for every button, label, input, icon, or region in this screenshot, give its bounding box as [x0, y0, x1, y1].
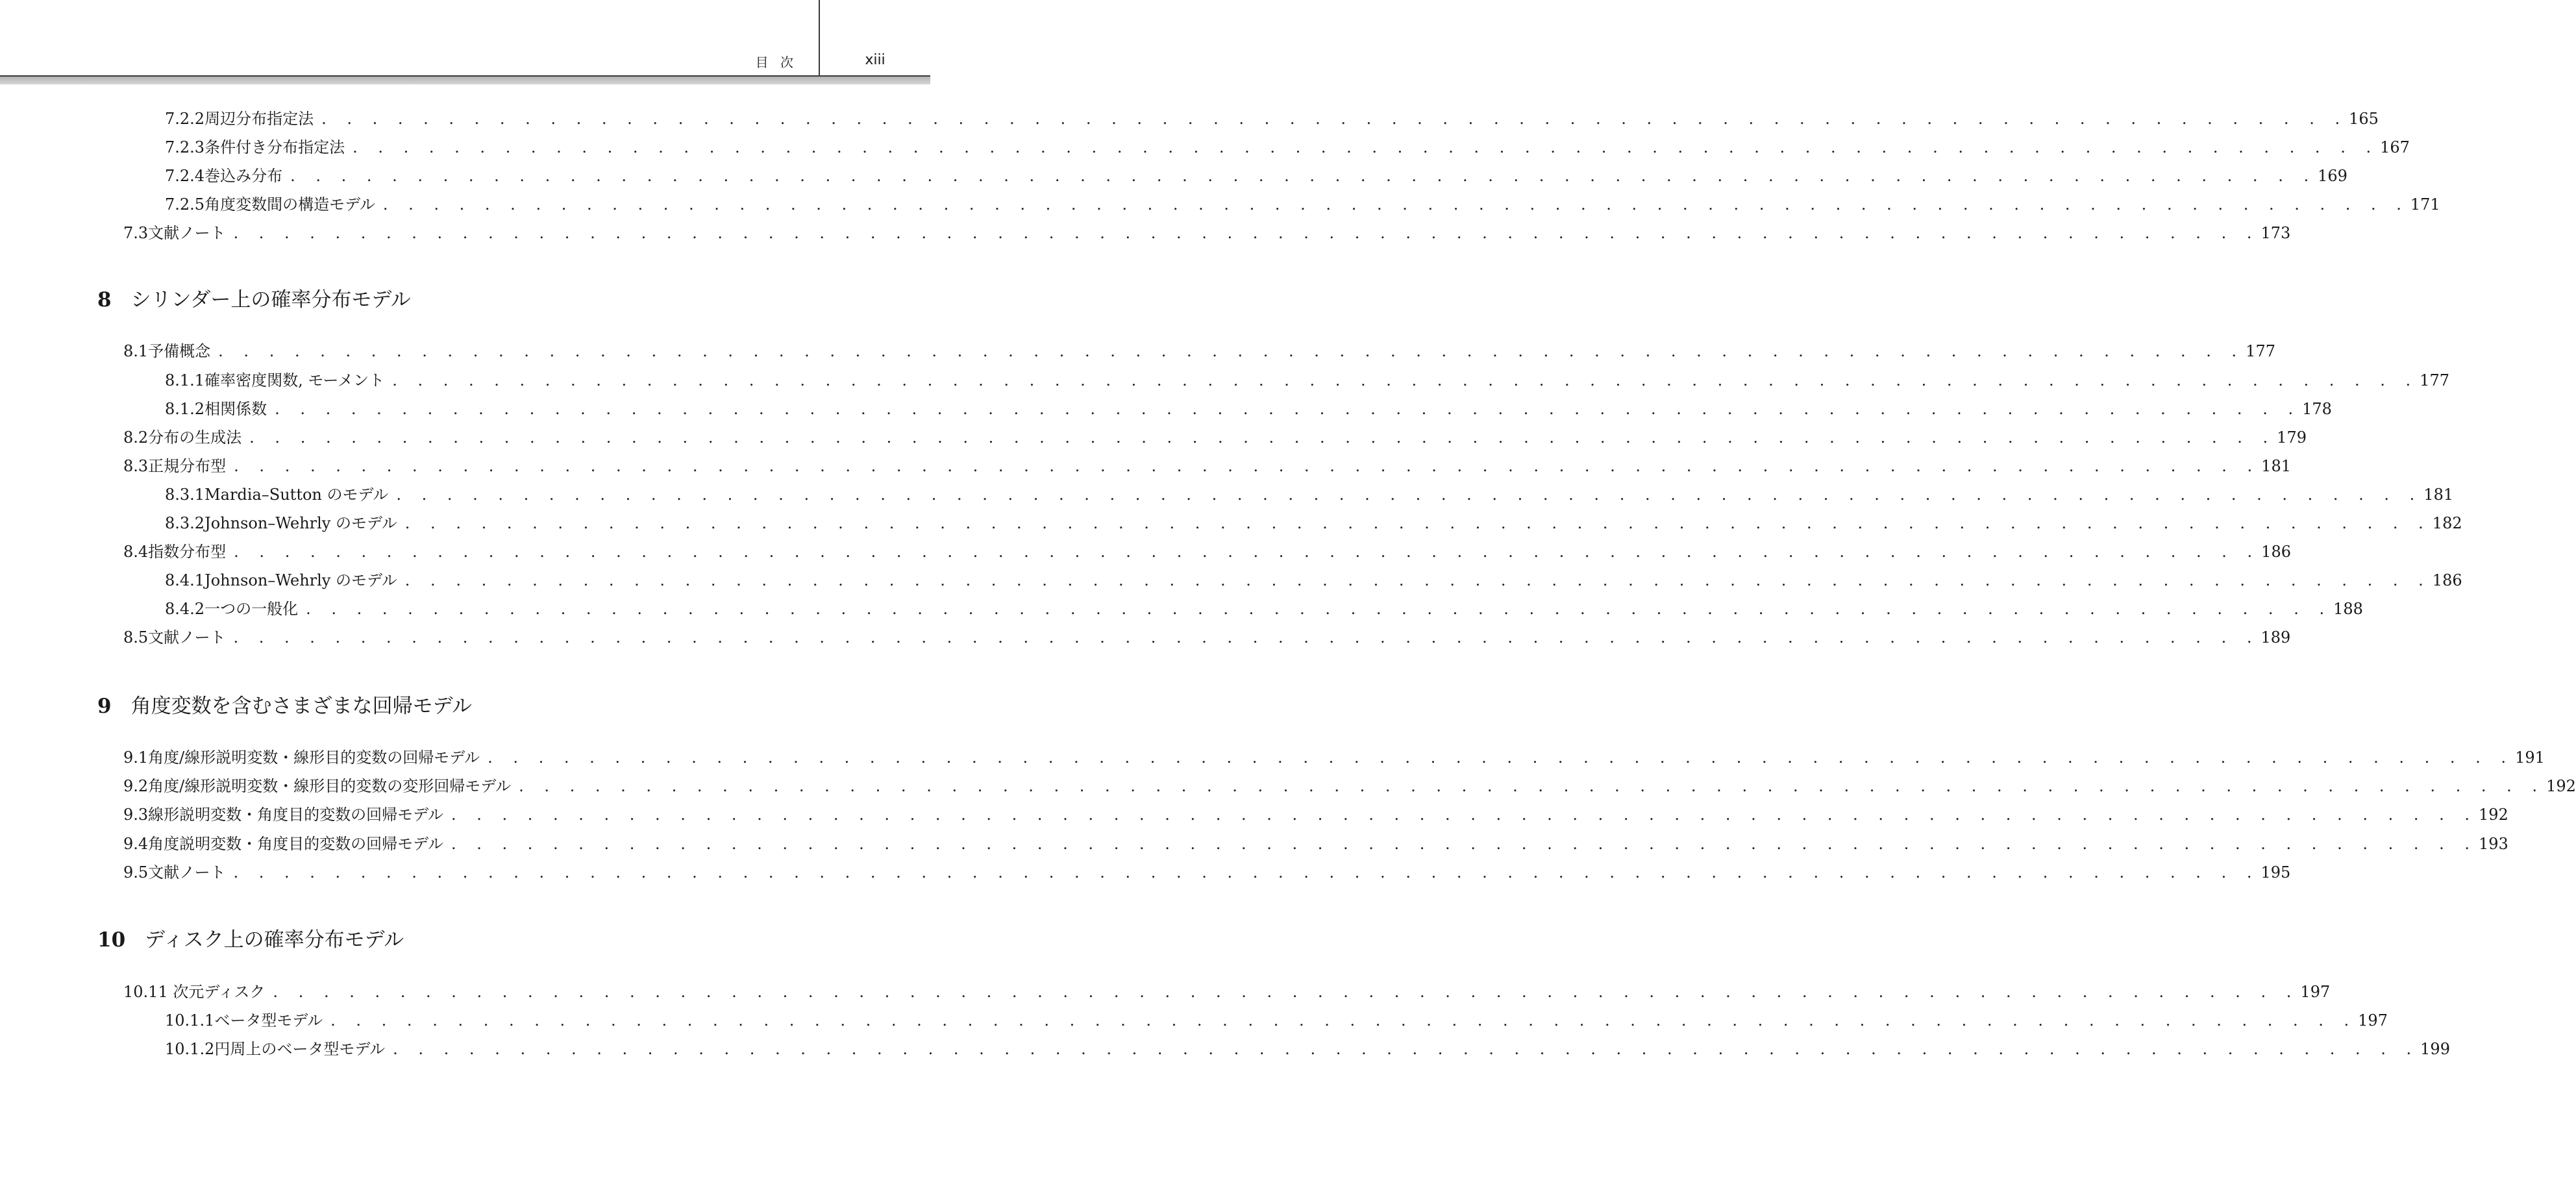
- chapter-number: 10: [97, 928, 126, 952]
- entry-page-number: 188: [2333, 600, 2363, 618]
- entry-number: 10.1.2: [165, 1040, 215, 1058]
- entry-number: 9.3: [123, 806, 149, 824]
- chapter-number: 8: [97, 288, 112, 312]
- entry-page-number: 193: [2478, 835, 2508, 853]
- chapter-title: シリンダー上の確率分布モデル: [130, 288, 411, 312]
- entry-number: 8.1.2: [165, 400, 205, 418]
- entry-title: 予備概念: [148, 342, 211, 360]
- toc-subsection-entry[interactable]: [165, 1007, 2388, 1033]
- entry-title: 分布の生成法: [148, 428, 242, 447]
- dot-leader: . . . . . . . . . . . . . . . . . . . . . . . . . . . . . . . . . . . . . . . . . . . . . . . . . . . . . . . . . . . . . . . . . . . . . . . . . . . . . . . .: [233, 863, 2260, 882]
- toc-section-entry[interactable]: [123, 453, 2291, 479]
- dot-leader: . . . . . . . . . . . . . . . . . . . . . . . . . . . . . . . . . . . . . . . . . . . . . . . . . . . . . . . . . . . . . . . . . . . . . . . . . . . . . . . .: [451, 806, 2477, 824]
- entry-number: 8.4: [123, 543, 149, 561]
- entry-number: 8.3.2: [165, 514, 205, 532]
- dot-leader: . . . . . . . . . . . . . . . . . . . . . . . . . . . . . . . . . . . . . . . . . . . . . . . . . . . . . . . . . . . . . . . . . . . . . . . . . . . . . . . .: [488, 748, 2514, 767]
- entry-title: 巻込み分布: [204, 167, 283, 185]
- entry-page-number: 178: [2302, 400, 2332, 418]
- toc-subsection-entry[interactable]: [165, 596, 2363, 622]
- toc-subsection-entry[interactable]: [165, 134, 2410, 160]
- entry-number: 8.3.1: [165, 486, 205, 504]
- dot-leader: . . . . . . . . . . . . . . . . . . . . . . . . . . . . . . . . . . . . . . . . . . . . . . . . . . . . . . . . . . . . . . . . . . . . . . . . . . . . . . . .: [233, 628, 2260, 647]
- toc-subsection-entry[interactable]: [165, 163, 2347, 189]
- entry-title: ベータ型モデル: [214, 1011, 323, 1030]
- entry-page-number: 186: [2432, 571, 2462, 589]
- entry-number: 8.4.2: [165, 600, 205, 618]
- entry-title: Mardia–Sutton のモデル: [204, 486, 389, 504]
- header-shade-band: [0, 77, 930, 84]
- dot-leader: . . . . . . . . . . . . . . . . . . . . . . . . . . . . . . . . . . . . . . . . . . . . . . . . . . . . . . . . . . . . . . . . . . . . . . . . . . . . . . . .: [306, 600, 2333, 618]
- running-title: 目 次: [755, 55, 797, 70]
- entry-page-number: 181: [2423, 486, 2454, 504]
- toc-section-entry[interactable]: [123, 338, 2275, 364]
- toc-subsection-entry[interactable]: [165, 510, 2462, 536]
- entry-title: 条件付き分布指定法: [204, 138, 345, 156]
- entry-title: 円周上のベータ型モデル: [214, 1040, 386, 1058]
- entry-page-number: 179: [2277, 428, 2307, 447]
- entry-title: 角度変数間の構造モデル: [204, 195, 375, 214]
- entry-page-number: 181: [2261, 457, 2291, 475]
- toc-subsection-entry[interactable]: [165, 567, 2462, 593]
- dot-leader: . . . . . . . . . . . . . . . . . . . . . . . . . . . . . . . . . . . . . . . . . . . . . . . . . . . . . . . . . . . . . . . . . . . . . . . . . . . . . . . .: [382, 195, 2409, 214]
- entry-title: 角度/線形説明変数・線形目的変数の変形回帰モデル: [148, 777, 512, 795]
- entry-page-number: 177: [2246, 342, 2275, 360]
- entry-title: Johnson–Wehrly のモデル: [204, 514, 397, 532]
- dot-leader: . . . . . . . . . . . . . . . . . . . . . . . . . . . . . . . . . . . . . . . . . . . . . . . . . . . . . . . . . . . . . . . . . . . . . . . . . . . . . . . .: [353, 138, 2379, 156]
- chapter-heading: [97, 924, 404, 956]
- entry-title: 1 次元ディスク: [158, 983, 266, 1001]
- entry-page-number: 167: [2380, 138, 2410, 156]
- dot-leader: . . . . . . . . . . . . . . . . . . . . . . . . . . . . . . . . . . . . . . . . . . . . . . . . . . . . . . . . . . . . . . . . . . . . . . . . . . . . . . . .: [273, 983, 2299, 1001]
- entry-title: 文献ノート: [148, 224, 226, 242]
- entry-title: 周辺分布指定法: [204, 110, 314, 128]
- toc-section-entry[interactable]: [123, 624, 2291, 650]
- entry-number: 8.2: [123, 428, 149, 447]
- entry-page-number: 182: [2432, 514, 2462, 532]
- dot-leader: . . . . . . . . . . . . . . . . . . . . . . . . . . . . . . . . . . . . . . . . . . . . . . . . . . . . . . . . . . . . . . . . . . . . . . . . . . . . . . . .: [451, 835, 2477, 853]
- dot-leader: . . . . . . . . . . . . . . . . . . . . . . . . . . . . . . . . . . . . . . . . . . . . . . . . . . . . . . . . . . . . . . . . . . . . . . . . . . . . . . . .: [290, 167, 2317, 185]
- entry-page-number: 197: [2300, 983, 2331, 1001]
- dot-leader: . . . . . . . . . . . . . . . . . . . . . . . . . . . . . . . . . . . . . . . . . . . . . . . . . . . . . . . . . . . . . . . . . . . . . . . . . . . . . . . .: [321, 110, 2348, 128]
- entry-page-number: 177: [2420, 371, 2449, 389]
- dot-leader: . . . . . . . . . . . . . . . . . . . . . . . . . . . . . . . . . . . . . . . . . . . . . . . . . . . . . . . . . . . . . . . . . . . . . . . . . . . . . . . .: [404, 571, 2431, 589]
- entry-page-number: 199: [2420, 1040, 2450, 1058]
- toc-subsection-entry[interactable]: [165, 191, 2440, 217]
- entry-number: 8.1: [123, 342, 149, 360]
- toc-section-entry[interactable]: [123, 831, 2508, 857]
- entry-number: 10.1: [123, 983, 158, 1001]
- page-number: xiii: [865, 52, 886, 68]
- entry-page-number: 195: [2260, 863, 2291, 882]
- entry-page-number: 197: [2358, 1011, 2388, 1030]
- toc-section-entry[interactable]: [123, 979, 2331, 1005]
- entry-number: 7.3: [123, 224, 149, 242]
- entry-number: 8.3: [123, 457, 149, 475]
- entry-number: 8.5: [123, 628, 149, 647]
- toc-subsection-entry[interactable]: [165, 106, 2379, 132]
- dot-leader: . . . . . . . . . . . . . . . . . . . . . . . . . . . . . . . . . . . . . . . . . . . . . . . . . . . . . . . . . . . . . . . . . . . . . . . . . . . . . . . .: [330, 1011, 2357, 1030]
- entry-number: 10.1.1: [165, 1011, 215, 1030]
- entry-title: 確率密度関数, モーメント: [204, 371, 385, 389]
- entry-number: 7.2.5: [165, 195, 205, 214]
- entry-number: 7.2.2: [165, 110, 205, 128]
- chapter-heading: [97, 284, 411, 315]
- entry-number: 7.2.3: [165, 138, 205, 156]
- toc-section-entry[interactable]: [123, 539, 2291, 565]
- dot-leader: . . . . . . . . . . . . . . . . . . . . . . . . . . . . . . . . . . . . . . . . . . . . . . . . . . . . . . . . . . . . . . . . . . . . . . . . . . . . . . . .: [396, 486, 2423, 504]
- entry-number: 9.1: [123, 748, 149, 767]
- entry-page-number: 173: [2260, 224, 2291, 242]
- dot-leader: . . . . . . . . . . . . . . . . . . . . . . . . . . . . . . . . . . . . . . . . . . . . . . . . . . . . . . . . . . . . . . . . . . . . . . . . . . . . . . . .: [234, 543, 2260, 561]
- chapter-heading: [97, 691, 472, 722]
- entry-page-number: 192: [2546, 777, 2576, 795]
- entry-page-number: 186: [2261, 543, 2291, 561]
- toc-subsection-entry[interactable]: [165, 482, 2454, 508]
- entry-number: 7.2.4: [165, 167, 205, 185]
- dot-leader: . . . . . . . . . . . . . . . . . . . . . . . . . . . . . . . . . . . . . . . . . . . . . . . . . . . . . . . . . . . . . . . . . . . . . . . . . . . . . . . .: [393, 1040, 2420, 1058]
- entry-page-number: 192: [2478, 806, 2508, 824]
- chapter-title: 角度変数を含むさまざまな回帰モデル: [130, 695, 473, 718]
- dot-leader: . . . . . . . . . . . . . . . . . . . . . . . . . . . . . . . . . . . . . . . . . . . . . . . . . . . . . . . . . . . . . . . . . . . . . . . . . . . . . . . .: [392, 371, 2419, 389]
- entry-number: 9.4: [123, 835, 149, 853]
- toc-section-entry[interactable]: [123, 745, 2545, 771]
- entry-title: 正規分布型: [148, 457, 227, 475]
- toc-subsection-entry[interactable]: [165, 1036, 2450, 1062]
- entry-title: Johnson–Wehrly のモデル: [204, 571, 397, 589]
- entry-title: 文献ノート: [148, 628, 226, 647]
- toc-subsection-entry[interactable]: [165, 396, 2332, 422]
- dot-leader: . . . . . . . . . . . . . . . . . . . . . . . . . . . . . . . . . . . . . . . . . . . . . . . . . . . . . . . . . . . . . . . . . . . . . . . . . . . . . . . .: [404, 514, 2431, 532]
- dot-leader: . . . . . . . . . . . . . . . . . . . . . . . . . . . . . . . . . . . . . . . . . . . . . . . . . . . . . . . . . . . . . . . . . . . . . . . . . . . . . . . .: [275, 400, 2301, 418]
- entry-title: 角度/線形説明変数・線形目的変数の回帰モデル: [148, 748, 480, 767]
- entry-title: 相関係数: [204, 400, 267, 418]
- dot-leader: . . . . . . . . . . . . . . . . . . . . . . . . . . . . . . . . . . . . . . . . . . . . . . . . . . . . . . . . . . . . . . . . . . . . . . . . . . . . . . . .: [249, 428, 2276, 447]
- entry-title: 文献ノート: [148, 863, 226, 882]
- entry-page-number: 165: [2349, 110, 2379, 128]
- entry-title: 線形説明変数・角度目的変数の回帰モデル: [148, 806, 443, 824]
- toc-subsection-entry[interactable]: [165, 367, 2449, 393]
- toc-section-entry[interactable]: [123, 802, 2508, 828]
- toc-section-entry[interactable]: [123, 220, 2291, 246]
- dot-leader: . . . . . . . . . . . . . . . . . . . . . . . . . . . . . . . . . . . . . . . . . . . . . . . . . . . . . . . . . . . . . . . . . . . . . . . . . . . . . . . .: [233, 224, 2260, 242]
- toc-section-entry[interactable]: [123, 859, 2291, 885]
- entry-page-number: 189: [2260, 628, 2291, 647]
- dot-leader: . . . . . . . . . . . . . . . . . . . . . . . . . . . . . . . . . . . . . . . . . . . . . . . . . . . . . . . . . . . . . . . . . . . . . . . . . . . . . . . .: [519, 777, 2545, 795]
- entry-title: 一つの一般化: [204, 600, 299, 618]
- chapter-number: 9: [97, 695, 112, 718]
- entry-number: 9.2: [123, 777, 149, 795]
- chapter-title: ディスク上の確率分布モデル: [145, 928, 404, 952]
- toc-section-entry[interactable]: [123, 425, 2307, 451]
- entry-number: 9.5: [123, 863, 149, 882]
- entry-page-number: 191: [2515, 748, 2545, 767]
- entry-page-number: 169: [2318, 167, 2347, 185]
- dot-leader: . . . . . . . . . . . . . . . . . . . . . . . . . . . . . . . . . . . . . . . . . . . . . . . . . . . . . . . . . . . . . . . . . . . . . . . . . . . . . . . .: [234, 457, 2260, 475]
- entry-number: 8.4.1: [165, 571, 205, 589]
- entry-title: 角度説明変数・角度目的変数の回帰モデル: [148, 835, 443, 853]
- entry-page-number: 171: [2410, 195, 2440, 214]
- entry-title: 指数分布型: [148, 543, 227, 561]
- dot-leader: . . . . . . . . . . . . . . . . . . . . . . . . . . . . . . . . . . . . . . . . . . . . . . . . . . . . . . . . . . . . . . . . . . . . . . . . . . . . . . . .: [218, 342, 2245, 360]
- entry-number: 8.1.1: [165, 371, 205, 389]
- toc-section-entry[interactable]: [123, 773, 2576, 799]
